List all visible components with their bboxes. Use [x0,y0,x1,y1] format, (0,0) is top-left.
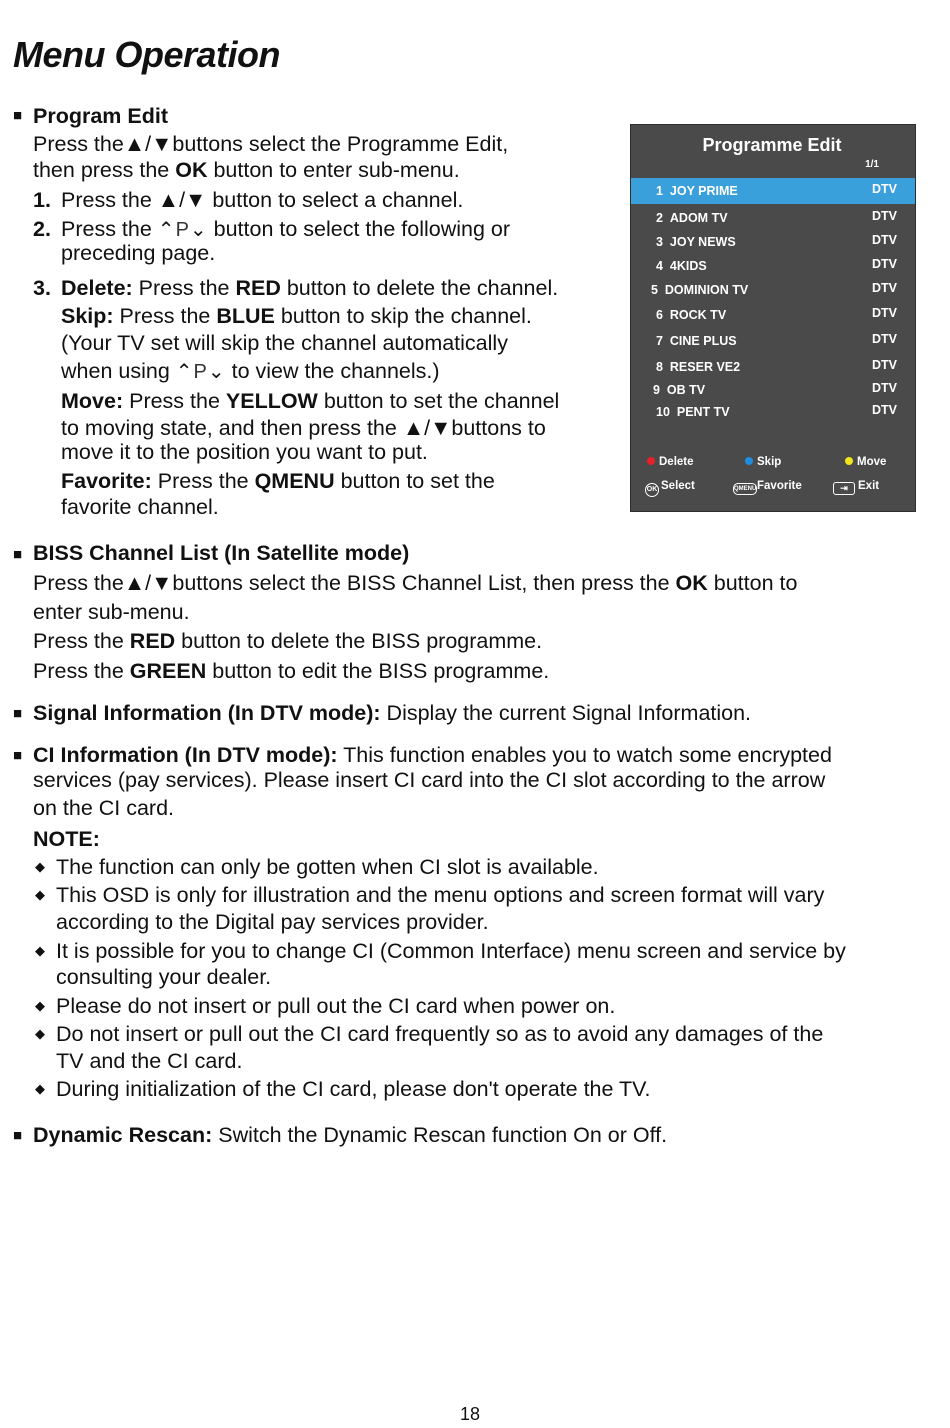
osd-page-indicator: 1/1 [865,159,879,170]
diamond-bullet-icon: ◆ [35,859,45,874]
qmenu-button-icon: QMENU [733,483,757,495]
channel-row[interactable]: 5 DOMINION TV DTV [651,281,897,297]
p-key-icon: ⌃P⌄ [175,361,226,383]
skip-text-cont: (Your TV set will skip the channel automatically [61,331,508,355]
step-1-text: Press the ▲/▼ button to select a channel. [61,188,464,212]
square-bullet-icon: ■ [13,705,23,722]
channel-row[interactable]: 2 ADOM TV DTV [656,209,897,225]
page-title: Menu Operation [13,34,281,75]
step-1: 1. [33,188,51,212]
channel-row[interactable]: 3 JOY NEWS DTV [656,233,897,249]
ok-button-icon: OK [645,483,659,497]
osd-title: Programme Edit [702,135,842,155]
note-item: It is possible for you to change CI (Common Interface) menu screen and service by [56,939,846,963]
square-bullet-icon: ■ [13,546,23,563]
page-number: 18 [459,1404,481,1424]
diamond-bullet-icon: ◆ [35,943,45,958]
program-edit-line: then press the OK button to enter sub-menu. [33,158,460,182]
diamond-bullet-icon: ◆ [35,887,45,902]
note-item-cont: TV and the CI card. [56,1049,243,1073]
program-edit-heading: Program Edit [33,104,168,128]
channel-row[interactable]: 9 OB TV DTV [653,381,897,397]
exit-icon: ⇥ [833,482,855,495]
channel-row[interactable]: 6 ROCK TV DTV [656,306,897,322]
biss-heading: BISS Channel List (In Satellite mode) [33,541,410,565]
note-item: During initialization of the CI card, please don't operate the TV. [56,1077,651,1101]
skip-hint: Skip [745,456,781,468]
step-3: 3. [33,276,51,300]
note-item: Please do not insert or pull out the CI card when power on. [56,994,616,1018]
biss-line: Press the RED button to delete the BISS programme. [33,629,543,653]
yellow-dot-icon [845,457,853,465]
diamond-bullet-icon: ◆ [35,1026,45,1041]
step-2-text: Press the ⌃P⌄ button to select the following or [61,215,510,244]
move-text: Move: Press the YELLOW button to set the channel [61,389,560,413]
note-item: The function can only be gotten when CI slot is available. [56,855,599,879]
note-item-cont: according to the Digital pay services provider. [56,910,489,934]
channel-row[interactable]: 8 RESER VE2 DTV [656,358,897,374]
note-item: This OSD is only for illustration and the menu options and screen format will vary [56,883,825,907]
note-item-cont: consulting your dealer. [56,965,272,989]
note-label: NOTE: [33,827,100,851]
delete-text: Delete: Press the RED button to delete the channel. [61,276,559,300]
p-key-icon: ⌃P⌄ [157,219,208,241]
ci-info: CI Information (In DTV mode): This function enables you to watch some encrypted [33,743,832,767]
exit-hint: ⇥ Exit [833,480,879,495]
move-text-cont: move it to the position you want to put. [61,440,428,464]
channel-row[interactable]: 1 JOY PRIME DTV [631,178,915,204]
programme-edit-osd [630,124,916,512]
move-hint: Move [845,456,886,468]
select-hint: OK Select [645,480,695,497]
step-2-text-cont: preceding page. [61,241,216,265]
diamond-bullet-icon: ◆ [35,998,45,1013]
blue-dot-icon [745,457,753,465]
favorite-text-cont: favorite channel. [61,495,219,519]
red-dot-icon [647,457,655,465]
favorite-hint: QMENUFavorite [733,480,802,495]
channel-row[interactable]: 7 CINE PLUS DTV [656,332,897,348]
signal-info: Signal Information (In DTV mode): Display the current Signal Information. [33,701,752,725]
move-text-cont: to moving state, and then press the ▲/▼buttons to [61,416,546,440]
channel-row[interactable]: 10 PENT TV DTV [656,403,897,419]
favorite-text: Favorite: Press the QMENU button to set the [61,469,495,493]
biss-line: Press the▲/▼buttons select the BISS Channel List, then press the OK button to [33,571,798,595]
square-bullet-icon: ■ [13,747,23,764]
ci-info-cont: services (pay services). Please insert CI card into the CI slot according to the arrow [33,768,826,792]
diamond-bullet-icon: ◆ [35,1081,45,1096]
step-2: 2. [33,217,51,241]
skip-text: Skip: Press the BLUE button to skip the channel. [61,304,532,328]
channel-row[interactable]: 4 4KIDS DTV [656,257,897,273]
ci-info-cont: on the CI card. [33,796,175,820]
biss-line: enter sub-menu. [33,600,190,624]
delete-hint: Delete [647,456,694,468]
square-bullet-icon: ■ [13,107,23,124]
program-edit-line: Press the▲/▼buttons select the Programme Edit, [33,132,509,156]
biss-line: Press the GREEN button to edit the BISS programme. [33,659,550,683]
square-bullet-icon: ■ [13,1127,23,1144]
skip-text-cont: when using ⌃P⌄ to view the channels.) [61,357,440,386]
note-item: Do not insert or pull out the CI card frequently so as to avoid any damages of the [56,1022,824,1046]
dynamic-rescan: Dynamic Rescan: Switch the Dynamic Rescan function On or Off. [33,1123,668,1147]
